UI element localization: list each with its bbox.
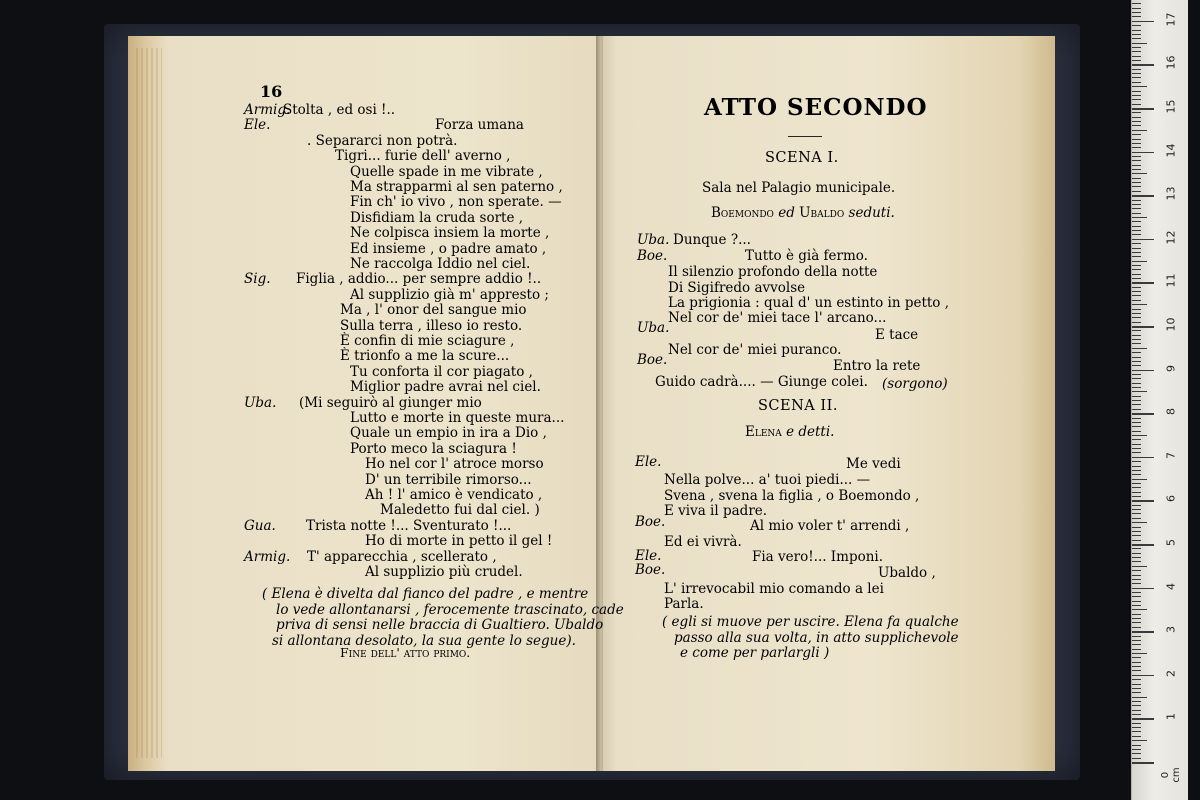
ruler-tick: [1132, 208, 1141, 209]
verse-line: È confin di mie sciagure ,: [340, 333, 515, 349]
ruler-tick: [1132, 688, 1141, 689]
ruler-tick: [1132, 483, 1141, 484]
scene-2-characters: Elena e detti.: [745, 424, 835, 440]
ruler-tick: [1132, 265, 1141, 266]
ruler-tick: [1132, 670, 1141, 671]
ruler-tick: [1132, 575, 1141, 576]
ruler-tick: [1132, 701, 1141, 702]
ruler-tick: [1132, 605, 1141, 606]
ruler-tick: [1132, 204, 1141, 205]
ruler-tick: [1132, 335, 1141, 336]
ruler-tick: [1132, 269, 1141, 270]
ruler-tick: [1132, 727, 1141, 728]
ruler-tick: [1132, 466, 1141, 467]
ruler-tick: [1132, 282, 1154, 284]
ruler-tick: [1132, 169, 1141, 170]
ruler-tick: [1132, 409, 1141, 410]
ruler-number: 2: [1164, 669, 1178, 677]
ruler-tick: [1132, 439, 1141, 440]
verse-line: Di Sigifredo avvolse: [668, 280, 806, 296]
verse-line: Al supplizio più crudel.: [365, 564, 523, 580]
ruler-tick: [1132, 601, 1141, 602]
ruler-tick: [1132, 86, 1147, 87]
ruler-tick: [1132, 705, 1141, 706]
ruler-tick: [1132, 383, 1141, 384]
ruler-tick: [1132, 130, 1147, 131]
ruler-tick: [1132, 649, 1141, 650]
ruler-tick: [1132, 631, 1154, 633]
ruler-tick: [1132, 182, 1141, 183]
speaker-label: Boe.: [637, 352, 668, 368]
ruler-tick: [1132, 557, 1141, 558]
verse-line: E viva il padre.: [664, 503, 768, 519]
speaker-label: Gua.: [244, 517, 276, 534]
ruler-tick: [1132, 278, 1141, 279]
ruler-tick: [1132, 365, 1141, 366]
ruler-tick: [1132, 160, 1141, 161]
ruler-tick: [1132, 452, 1141, 453]
ruler-number: 17: [1164, 12, 1178, 27]
ruler-tick: [1132, 357, 1141, 358]
speaker-label: Uba.: [637, 320, 670, 336]
verse-line: Figlia , addio... per sempre addio !..: [296, 271, 542, 288]
ruler-tick: [1132, 43, 1147, 44]
verse-line: Forza umana: [435, 117, 524, 134]
speaker-label: Ele.: [635, 548, 662, 564]
ruler-tick: [1132, 352, 1141, 353]
ruler-number: 12: [1164, 230, 1178, 245]
verse-line: D' un terribile rimorso...: [365, 471, 532, 488]
speaker-label: Ele.: [635, 454, 662, 470]
ruler-number: 6: [1164, 495, 1178, 503]
ruler-tick: [1132, 487, 1141, 488]
verse-line: Ne raccolga Iddio nel ciel.: [350, 256, 531, 272]
ruler-tick: [1132, 627, 1141, 628]
verse-line: L' irrevocabil mio comando a lei: [664, 581, 884, 597]
ruler-tick: [1132, 435, 1147, 436]
speaker-label: Boe.: [635, 562, 666, 578]
verse-line: Nella polve... a' tuoi piedi... —: [664, 472, 871, 488]
ruler-tick: [1132, 745, 1141, 746]
ruler-tick: [1132, 404, 1141, 405]
speaker-label: Ele.: [244, 117, 271, 134]
ruler-tick: [1132, 121, 1141, 122]
ruler-tick: [1132, 714, 1141, 715]
ruler-tick: [1132, 758, 1141, 759]
ruler-tick: [1132, 431, 1141, 432]
ruler-tick: [1132, 91, 1141, 92]
ruler-tick: [1132, 474, 1141, 475]
ruler-tick: [1132, 684, 1141, 685]
verse-line: Tigri... furie dell' averno ,: [335, 148, 511, 165]
ruler-tick: [1132, 387, 1141, 388]
ruler-tick: [1132, 230, 1141, 231]
ruler-tick: [1132, 143, 1141, 144]
ruler-tick: [1132, 309, 1141, 310]
verse-line: Me vedi: [846, 456, 901, 472]
scene-2-heading: SCENA II.: [758, 398, 838, 414]
ruler-tick: [1132, 234, 1141, 235]
speaker-label: Sig.: [244, 271, 271, 288]
ruler-tick: [1132, 583, 1141, 584]
verse-line: Nel cor de' miei puranco.: [668, 342, 842, 358]
ruler-tick: [1132, 579, 1141, 580]
scene-1-characters: Boemondo ed Ubaldo seduti.: [711, 205, 895, 221]
ruler-tick: [1132, 461, 1141, 462]
ruler-tick: [1132, 378, 1141, 379]
verse-line: Fia vero!... Imponi.: [752, 549, 884, 565]
ruler-tick: [1132, 640, 1141, 641]
ruler-tick: [1132, 112, 1141, 113]
ruler-tick: [1132, 413, 1154, 415]
ruler-tick: [1132, 636, 1141, 637]
ruler-tick: [1132, 679, 1141, 680]
ruler-tick: [1132, 592, 1141, 593]
ruler-tick: [1132, 25, 1141, 26]
verse-line: Tu conforta il cor piagato ,: [350, 363, 533, 380]
ruler-number: 3: [1164, 626, 1178, 634]
speaker-label: Boe.: [635, 514, 666, 530]
ruler-tick: [1132, 152, 1154, 154]
verse-line: È trionfo a me la scure...: [340, 348, 510, 365]
ruler-tick: [1132, 492, 1141, 493]
stage-direction-line: e come per parlargli ): [680, 645, 830, 661]
title-rule: [788, 136, 822, 137]
ruler-tick: [1132, 513, 1141, 514]
ruler-tick: [1132, 666, 1141, 667]
ruler-tick: [1132, 749, 1141, 750]
ruler-tick: [1132, 104, 1141, 105]
page-number: 16: [260, 82, 283, 101]
verse-line: Maledetto fui dal ciel. ): [380, 502, 540, 519]
verse-line: Miglior padre avrai nel ciel.: [350, 379, 541, 396]
ruler-tick: [1132, 291, 1141, 292]
verse-line: Ed insieme , o padre amato ,: [350, 240, 547, 257]
verse-line: Parla.: [664, 596, 704, 612]
ruler-tick: [1132, 522, 1147, 523]
ruler-tick: [1132, 226, 1141, 227]
ruler-tick: [1132, 147, 1141, 148]
ruler-tick: [1132, 252, 1141, 253]
measuring-ruler: [1131, 0, 1188, 800]
ruler-tick: [1132, 374, 1141, 375]
ruler-tick: [1132, 221, 1141, 222]
verse-line: Porto meco la sciagura !: [350, 440, 517, 457]
ruler-tick: [1132, 34, 1141, 35]
ruler-tick: [1132, 509, 1141, 510]
ruler-tick: [1132, 186, 1141, 187]
verse-line: Sulla terra , illeso io resto.: [340, 317, 523, 334]
ruler-tick: [1132, 544, 1154, 546]
ruler-tick: [1132, 165, 1141, 166]
ruler-tick: [1132, 723, 1141, 724]
verse-line: Ne colpisca insiem la morte ,: [350, 225, 550, 242]
ruler-tick: [1132, 64, 1154, 66]
ruler-number: 4: [1164, 582, 1178, 590]
ruler-tick: [1132, 753, 1141, 754]
ruler-tick: [1132, 82, 1141, 83]
ruler-tick: [1132, 256, 1141, 257]
speaker-label: Armig.: [244, 548, 291, 565]
ruler-tick: [1132, 117, 1141, 118]
verse-line: . Separarci non potrà.: [307, 132, 458, 149]
ruler-tick: [1132, 448, 1141, 449]
ruler-tick: [1132, 396, 1141, 397]
ruler-tick: [1132, 73, 1141, 74]
verse-line: Quelle spade in me vibrate ,: [350, 163, 543, 180]
ruler-tick: [1132, 361, 1141, 362]
ruler-tick: [1132, 239, 1154, 241]
stage-direction-line: priva di sensi nelle braccia di Gualtiero. Ubaldo: [276, 617, 604, 633]
verse-line: Ho nel cor l' atroce morso: [365, 456, 544, 473]
ruler-tick: [1132, 56, 1141, 57]
ruler-tick: [1132, 426, 1141, 427]
stage-direction-line: ( egli si muove per uscire. Elena fa qualche: [662, 614, 959, 630]
ruler-tick: [1132, 540, 1141, 541]
ruler-tick: [1132, 38, 1141, 39]
act-title: ATTO SECONDO: [704, 94, 928, 121]
scene-1-direction: (sorgono): [882, 376, 948, 392]
ruler-tick: [1132, 60, 1141, 61]
verse-line: Ma strapparmi al sen paterno ,: [350, 179, 563, 195]
ruler-tick: [1132, 697, 1147, 698]
ruler-tick: [1132, 622, 1141, 623]
ruler-tick: [1132, 370, 1154, 372]
ruler-tick: [1132, 248, 1141, 249]
ruler-tick: [1132, 95, 1141, 96]
verse-line: Nel cor de' miei tace l' arcano...: [668, 310, 887, 326]
ruler-tick: [1132, 108, 1154, 110]
verse-line: La prigionia : qual d' un estinto in petto ,: [668, 295, 950, 311]
ruler-number: 5: [1164, 539, 1178, 546]
verse-line: Al mio voler t' arrendi ,: [750, 518, 910, 534]
speaker-label: Armig.: [244, 102, 291, 118]
ruler-tick: [1132, 675, 1154, 677]
ruler-tick: [1132, 609, 1147, 610]
scene-1-heading: SCENA I.: [765, 150, 839, 166]
verse-line: Tutto è già fermo.: [745, 248, 868, 264]
ruler-tick: [1132, 16, 1141, 17]
ruler-tick: [1132, 527, 1141, 528]
stage-direction-line: lo vede allontanarsi , ferocemente trascinato, cade: [276, 601, 624, 618]
ruler-tick: [1132, 710, 1141, 711]
ruler-tick: [1132, 12, 1141, 13]
ruler-tick: [1132, 662, 1141, 663]
ruler-tick: [1132, 30, 1141, 31]
verse-line: Svena , svena la figlia , o Boemondo ,: [664, 488, 920, 504]
ruler-tick: [1132, 77, 1141, 78]
ruler-tick: [1132, 125, 1141, 126]
ruler-number: 7: [1164, 451, 1178, 459]
verse-line: (Mi seguirò al giunger mio: [299, 394, 482, 411]
verse-line: Fin ch' io vivo , non sperate. —: [350, 194, 562, 211]
ruler-number: 16: [1164, 55, 1178, 70]
end-of-act-note: Fine dell' atto primo.: [340, 645, 471, 660]
ruler-tick: [1132, 3, 1141, 4]
verse-line: E tace: [875, 327, 919, 343]
ruler-tick: [1132, 134, 1141, 135]
ruler-tick: [1132, 548, 1141, 549]
ruler-tick: [1132, 8, 1141, 9]
ruler-tick: [1132, 505, 1141, 506]
ruler-tick: [1132, 762, 1154, 764]
verse-line: Disfidiam la cruda sorte ,: [350, 209, 524, 226]
ruler-tick: [1132, 348, 1147, 349]
ruler-tick: [1132, 614, 1141, 615]
verse-line: Guido cadrà.... — Giunge colei.: [655, 374, 868, 390]
ruler-tick: [1132, 339, 1141, 340]
ruler-number: 14: [1164, 143, 1178, 158]
verse-line: T' apparecchia , scellerato ,: [307, 548, 497, 565]
ruler-number: 1: [1164, 713, 1178, 721]
ruler-tick: [1132, 418, 1141, 419]
speaker-label: Uba.: [637, 232, 670, 248]
verse-line: Lutto e morte in queste mura...: [350, 410, 565, 426]
verse-line: Ah ! l' amico è vendicato ,: [365, 487, 543, 503]
ruler-tick: [1132, 243, 1141, 244]
verse-line: Entro la rete: [833, 358, 921, 374]
scene-1-setting: Sala nel Palagio municipale.: [702, 180, 896, 196]
ruler-tick: [1132, 322, 1141, 323]
ruler-number: 10: [1164, 317, 1178, 332]
stage-direction-line: si allontana desolato, la sua gente lo segue).: [272, 632, 576, 649]
ruler-tick: [1132, 343, 1141, 344]
ruler-tick: [1132, 561, 1141, 562]
ruler-tick: [1132, 500, 1154, 502]
ruler-number: 15: [1164, 99, 1178, 114]
ruler-tick: [1132, 391, 1147, 392]
ruler-tick: [1132, 496, 1141, 497]
ruler-number: 11: [1164, 273, 1178, 288]
ruler-tick: [1132, 718, 1154, 720]
verse-line: Trista notte !... Sventurato !...: [306, 517, 512, 534]
verse-line: Ma , l' onor del sangue mio: [340, 302, 527, 319]
ruler-tick: [1132, 139, 1141, 140]
ruler-tick: [1132, 330, 1141, 331]
ruler-tick: [1132, 400, 1141, 401]
ruler-tick: [1132, 69, 1141, 70]
ruler-tick: [1132, 692, 1141, 693]
ruler-tick: [1132, 156, 1141, 157]
speaker-label: Boe.: [637, 248, 668, 264]
verse-line: Ed ei vivrà.: [664, 534, 742, 550]
ruler-tick: [1132, 566, 1147, 567]
ruler-tick: [1132, 191, 1141, 192]
ruler-tick: [1132, 313, 1141, 314]
ruler-number: 13: [1164, 186, 1178, 201]
ruler-tick: [1132, 47, 1141, 48]
verse-line: Stolta , ed osi !..: [283, 102, 396, 118]
ruler-tick: [1132, 287, 1141, 288]
verse-line: Quale un empio in ira a Dio ,: [350, 425, 547, 442]
ruler-tick: [1132, 479, 1147, 480]
ruler-tick: [1132, 178, 1141, 179]
speaker-label: Uba.: [244, 394, 277, 411]
ruler-tick: [1132, 553, 1141, 554]
ruler-tick: [1132, 326, 1154, 328]
ruler-tick: [1132, 740, 1147, 741]
ruler-tick: [1132, 51, 1141, 52]
ruler-tick: [1132, 618, 1141, 619]
ruler-tick: [1132, 173, 1147, 174]
ruler-tick: [1132, 596, 1141, 597]
ruler-tick: [1132, 422, 1141, 423]
ruler-tick: [1132, 99, 1141, 100]
verse-line: Ho di morte in petto il gel !: [365, 533, 553, 550]
ruler-tick: [1132, 657, 1141, 658]
ruler-tick: [1132, 300, 1141, 301]
verse-line: Ubaldo ,: [878, 565, 936, 581]
ruler-tick: [1132, 213, 1141, 214]
ruler-tick: [1132, 295, 1141, 296]
ruler-tick: [1132, 470, 1141, 471]
verse-line: Al supplizio già m' appresto ;: [350, 286, 549, 303]
ruler-unit-label: 0 cm: [1160, 767, 1182, 783]
ruler-tick: [1132, 535, 1141, 536]
ruler-tick: [1132, 304, 1147, 305]
ruler-tick: [1132, 217, 1147, 218]
ruler-tick: [1132, 644, 1141, 645]
ruler-tick: [1132, 261, 1147, 262]
verse-line: Dunque ?...: [673, 232, 751, 248]
ruler-number: 9: [1164, 364, 1178, 372]
ruler-tick: [1132, 531, 1141, 532]
ruler-tick: [1132, 21, 1154, 23]
ruler-tick: [1132, 731, 1141, 732]
stage-direction-line: passo alla sua volta, in atto supplichevole: [674, 629, 959, 646]
ruler-tick: [1132, 317, 1141, 318]
ruler-tick: [1132, 195, 1154, 197]
ruler-tick: [1132, 457, 1154, 459]
ruler-tick: [1132, 736, 1141, 737]
ruler-tick: [1132, 274, 1141, 275]
ruler-tick: [1132, 200, 1141, 201]
stage-direction-line: ( Elena è divelta dal fianco del padre , e mentre: [262, 586, 589, 602]
ruler-tick: [1132, 653, 1147, 654]
ruler-tick: [1132, 570, 1141, 571]
ruler-tick: [1132, 518, 1141, 519]
ruler-tick: [1132, 588, 1154, 590]
verse-line: Il silenzio profondo della notte: [668, 264, 878, 280]
ruler-number: 8: [1164, 408, 1178, 416]
ruler-tick: [1132, 444, 1141, 445]
page-edge-stack: [136, 48, 162, 758]
